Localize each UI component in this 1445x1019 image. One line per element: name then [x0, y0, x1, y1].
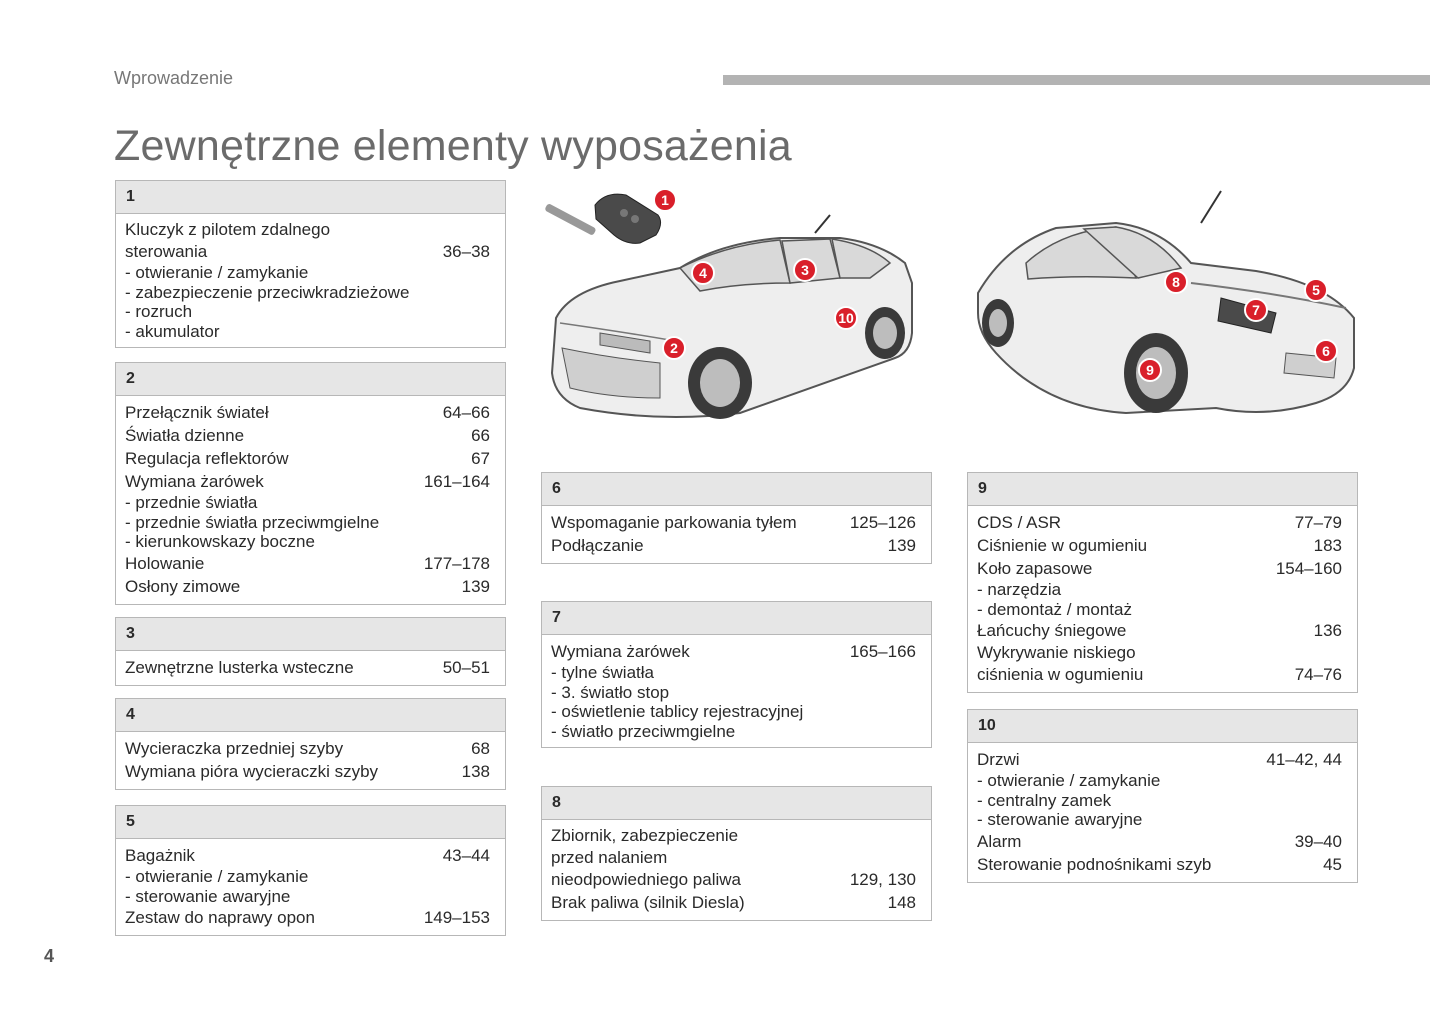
entry-pages: 139: [461, 576, 490, 596]
entry-pages: 45: [1323, 854, 1342, 874]
section-name: Wprowadzenie: [114, 68, 234, 88]
marker-10: [835, 307, 857, 329]
entry-text: Łańcuchy śniegowe: [977, 621, 1127, 640]
box-entry: [125, 575, 490, 598]
box-number: 5: [116, 806, 505, 839]
entry-text: Zbiornik, zabezpieczenie przed nalaniem nieodpowiedniego paliwa: [551, 826, 741, 889]
entry-text: Holowanie: [125, 553, 205, 573]
svg-text:9: 9: [1146, 362, 1154, 378]
box-entry: [977, 557, 1342, 580]
entry-pages: 64–66: [442, 403, 490, 422]
entry-pages: 177–178: [423, 553, 490, 573]
svg-text:10: 10: [838, 310, 854, 326]
box-number: 3: [116, 618, 505, 651]
box-number: 10: [968, 710, 1357, 743]
entry-text: Koło zapasowe: [977, 559, 1093, 578]
entry-text: Wymiana żarówek: [125, 472, 264, 491]
box-subitem: - otwieranie / zamykanie: [125, 263, 490, 283]
entry-text: Osłony zimowe: [125, 576, 241, 596]
box-entry: [125, 906, 490, 929]
box-subitem: - przednie światła przeciwmgielne: [125, 513, 490, 533]
box-2: [115, 362, 506, 605]
svg-text:1: 1: [661, 192, 669, 208]
box-8: [541, 786, 932, 921]
entry-text: Wycieraczka przedniej szyby: [125, 739, 344, 758]
marker-5: [1305, 279, 1327, 301]
svg-text:6: 6: [1322, 343, 1330, 359]
box-body: [116, 214, 505, 347]
box-entry: [125, 737, 490, 760]
box-subitem: - oświetlenie tablicy rejestracyjnej: [551, 702, 916, 722]
marker-8: [1165, 271, 1187, 293]
entry-pages: 67: [471, 449, 490, 468]
box-entry: [551, 511, 916, 534]
box-3: [115, 617, 506, 686]
box-number: 7: [542, 602, 931, 635]
entry-pages: 138: [461, 762, 490, 781]
box-subitem: - zabezpieczenie przeciwkradzieżowe: [125, 283, 490, 303]
box-number: 9: [968, 473, 1357, 506]
key-icon: [544, 194, 660, 243]
box-entry: [977, 511, 1342, 534]
entry-pages: 43–44: [442, 846, 490, 865]
box-subitem: - sterowanie awaryjne: [125, 887, 490, 907]
rear-car-illustration: [966, 183, 1358, 443]
entry-text: Bagażnik: [125, 846, 195, 865]
box-body: [116, 651, 505, 685]
box-entry: [977, 830, 1342, 853]
marker-3: [794, 259, 816, 281]
entry-text: Wymiana pióra wycieraczki szyby: [125, 762, 379, 781]
box-entry: [125, 447, 490, 470]
entry-pages: 77–79: [1294, 513, 1342, 532]
marker-2: [663, 337, 685, 359]
box-subitem: - 3. światło stop: [551, 683, 916, 703]
entry-pages: 149–153: [423, 908, 490, 927]
box-body: [116, 732, 505, 789]
svg-text:8: 8: [1172, 274, 1180, 290]
front-car-illustration: [540, 183, 932, 443]
svg-text:5: 5: [1312, 282, 1320, 298]
entry-text: Kluczyk z pilotem zdalnego sterowania: [125, 220, 331, 261]
header-bar: [723, 75, 1430, 85]
box-entry: [551, 640, 916, 663]
box-entry: [125, 760, 490, 783]
box-9: [967, 472, 1358, 693]
box-7: [541, 601, 932, 748]
box-entry: [125, 552, 490, 575]
entry-pages: 68: [471, 739, 490, 758]
entry-pages: 50–51: [442, 658, 490, 677]
entry-pages: 136: [1313, 621, 1342, 640]
entry-pages: 39–40: [1294, 831, 1342, 851]
entry-text: Światła dzienne: [125, 426, 245, 445]
box-1: [115, 180, 506, 348]
box-body: [116, 839, 505, 935]
page-title: Zewnętrzne elementy wyposażenia: [114, 122, 792, 170]
box-4: [115, 698, 506, 790]
entry-pages: 129, 130: [849, 870, 916, 889]
box-entry: [125, 656, 490, 679]
box-entry: [551, 534, 916, 557]
box-subitem: - otwieranie / zamykanie: [125, 867, 490, 887]
entry-text: Brak paliwa (silnik Diesla): [551, 893, 745, 912]
entry-pages: 66: [471, 426, 490, 445]
box-subitem: - przednie światła: [125, 493, 490, 513]
box-subitem: - kierunkowskazy boczne: [125, 532, 490, 552]
entry-text: Wykrywanie niskiego ciśnienia w ogumieniu: [977, 643, 1144, 684]
box-number: 1: [116, 181, 505, 214]
entry-text: Wymiana żarówek: [551, 642, 690, 661]
box-number: 2: [116, 363, 505, 396]
box-entry: [551, 891, 916, 914]
entry-text: Regulacja reflektorów: [125, 449, 289, 468]
entry-pages: 183: [1313, 536, 1342, 555]
box-entry: [125, 424, 490, 447]
entry-pages: 139: [887, 536, 916, 555]
box-body: [542, 635, 931, 747]
marker-9: [1139, 359, 1161, 381]
box-entry: [125, 401, 490, 424]
entry-text: Alarm: [977, 831, 1022, 851]
box-entry: [977, 748, 1342, 771]
box-body: [542, 506, 931, 563]
box-subitem: - rozruch: [125, 302, 490, 322]
box-subitem: - akumulator: [125, 322, 490, 342]
box-entry: [977, 619, 1342, 642]
entry-text: CDS / ASR: [977, 513, 1062, 532]
entry-text: Zestaw do naprawy opon: [125, 908, 315, 927]
entry-text: Przełącznik świateł: [125, 403, 269, 422]
svg-text:2: 2: [670, 340, 678, 356]
entry-text: Ciśnienie w ogumieniu: [977, 536, 1148, 555]
box-body: [968, 743, 1357, 882]
svg-text:4: 4: [699, 265, 707, 281]
box-subitem: - światło przeciwmgielne: [551, 722, 916, 742]
box-entry: [977, 534, 1342, 557]
entry-pages: 161–164: [423, 472, 490, 491]
entry-text: Drzwi: [977, 750, 1020, 769]
entry-pages: 148: [887, 893, 916, 912]
box-5: [115, 805, 506, 936]
marker-1: [654, 189, 676, 211]
entry-pages: 36–38: [442, 242, 490, 261]
box-number: 4: [116, 699, 505, 732]
box-number: 6: [542, 473, 931, 506]
box-number: 8: [542, 787, 931, 820]
marker-7: [1245, 299, 1267, 321]
box-subitem: - narzędzia: [977, 580, 1342, 600]
box-body: [968, 506, 1357, 692]
box-entry: [977, 853, 1342, 876]
marker-4: [692, 262, 714, 284]
box-10: [967, 709, 1358, 883]
marker-6: [1315, 340, 1337, 362]
entry-pages: 165–166: [849, 642, 916, 661]
page-number: 4: [44, 946, 55, 966]
box-entry: [977, 642, 1342, 686]
box-subitem: - tylne światła: [551, 663, 916, 683]
box-entry: [125, 844, 490, 867]
entry-text: Sterowanie podnośnikami szyb: [977, 854, 1212, 874]
entry-pages: 74–76: [1294, 665, 1342, 684]
box-subitem: - demontaż / montaż: [977, 600, 1342, 620]
box-body: [542, 820, 931, 920]
box-body: [116, 396, 505, 604]
entry-text: Wspomaganie parkowania tyłem: [551, 513, 797, 532]
entry-pages: 125–126: [849, 513, 916, 532]
entry-text: Zewnętrzne lusterka wsteczne: [125, 658, 354, 677]
box-subitem: - sterowanie awaryjne: [977, 810, 1342, 830]
box-6: [541, 472, 932, 564]
box-entry: [125, 219, 490, 263]
entry-pages: 41–42, 44: [1266, 750, 1342, 769]
entry-text: Podłączanie: [551, 536, 644, 555]
box-entry: [551, 825, 916, 891]
box-entry: [125, 470, 490, 493]
box-subitem: - centralny zamek: [977, 791, 1342, 811]
entry-pages: 154–160: [1275, 559, 1342, 578]
box-subitem: - otwieranie / zamykanie: [977, 771, 1342, 791]
svg-text:7: 7: [1252, 302, 1260, 318]
svg-text:3: 3: [801, 262, 809, 278]
